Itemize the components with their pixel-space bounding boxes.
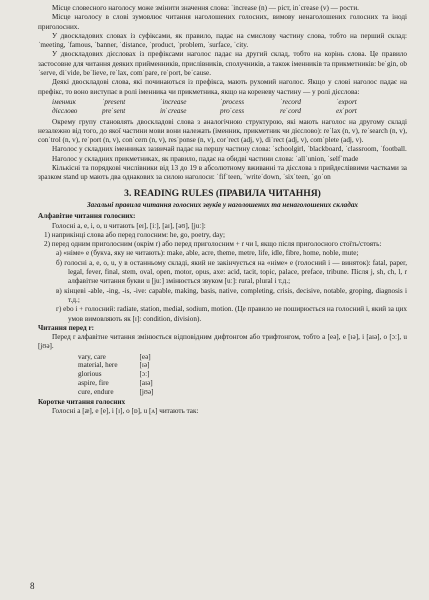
stress-row-label: іменник: [52, 97, 76, 106]
rule-subitem: в) кінцевi -able, -ing, -is, -ive: capable, making, basis, native, completing, crisis, decisive, notable, groping, diagnosis і т.д.;: [56, 286, 407, 304]
example-word: cure, endure: [78, 387, 114, 396]
example-word: material, here: [78, 361, 118, 370]
stress-row-label: дієслово: [52, 107, 78, 116]
stress-word: preˈsent: [102, 107, 126, 116]
paragraph: Наголос у складних прикметниках, як правило, падає на обидві частини слова: ˈallˈunion, ˈselfˈmade: [52, 154, 359, 163]
example-ipa: [aɪə]: [139, 379, 153, 388]
paragraph: Деякі двоскладові слова, які починаються із префікса, мають рухомий наголос. Якщо у слові наголос падає на префікс, то воно виступає в ролі іменника чи прикметника, якщо на кореневу частину — у ролі дієслова:: [38, 78, 407, 96]
example-ipa: [ɪə]: [139, 361, 150, 370]
short-intro: Голосні a [æ], e [e], i [ɪ], o [ɒ], u [ʌ] читають так:: [52, 406, 199, 415]
stress-word: ˈexport: [336, 97, 357, 106]
alphabet-intro: Голосні a, e, i, o, u читають [eɪ], [iː], [aɪ], [əʊ], [juː]:: [52, 221, 206, 230]
stress-word: proˈcess: [220, 107, 245, 116]
rule-subitem: г) ebo i + голосний: radiate, station, medial, sodium, motion. (Це правило не поширюється на голосний i, який за цих умов вимовляють як [ɪ]: condition, division).: [56, 305, 407, 323]
stress-word: exˈport: [336, 107, 357, 116]
stress-word: inˈcrease: [160, 107, 187, 116]
example-word: glorious: [78, 370, 102, 379]
rule-item: 1) наприкінці слова або перед голосним: he, go, poetry, day;: [44, 230, 225, 239]
table-row: [78, 370, 175, 379]
table-row: [78, 388, 175, 397]
table-row: [78, 353, 175, 362]
example-ipa: [eə]: [139, 352, 151, 361]
section-subtitle: Загальні правила читання голосних звуків у наголошених та ненаголошених складах: [86, 200, 359, 209]
table-row: [78, 361, 175, 370]
paragraph: Місце словесного наголосу може змінити значення слова: ˈincrease (n) — ріст, inˈcrease (v) — рости.: [52, 4, 359, 12]
short-heading: Коротке читання голосних: [38, 397, 126, 406]
table-row: [78, 379, 175, 388]
paragraph: Наголос у складних іменниках зазвичай падає на першу частину слова: ˈschoolgirl, ˈblackboard, ˈclassroom, ˈfootball.: [52, 145, 407, 154]
page-number: 8: [30, 581, 35, 591]
stress-table: [52, 98, 407, 117]
stress-word: ˈprocess: [220, 97, 245, 106]
r-heading: Читання перед r:: [38, 323, 95, 332]
paragraph: Місце наголосу в слові зумовлює читання наголошених голосних, вимову ненаголошених голосних та іноді приголосних.: [38, 13, 407, 31]
paragraph: У двоскладових дієсловах із префіксами наголос падає на другий склад, тобто на корінь слова. Це правило застосовне для читання деяких прийменників, прислівників, сполучників, а також іменників та прикметників: beˈgin, obˈserve, diˈvide, beˈlieve, reˈlax, comˈpare, reˈport, beˈcause.: [38, 50, 408, 78]
rule-subitem: б) голосні a, e, o, u, y в останньому складі, який не закінчується на «німе» e (голосний i — виняток): fatal, paper, legal, fever, final, stem, oval, open, motor, opus, axe: acid, tacit, topic, palace, preface, tribune. Після j, sh, ch, l, r алфавітне читання букви u [juː] змінюється звуком [uː]: rural, plural і т.д.;: [56, 258, 407, 286]
rule-item: 2) перед одним приголосним (окрім r) або перед приголосним + r чи l, якщо після приголосного стоїть/стоять:: [44, 240, 382, 249]
rule-subitem: а) «німе» e (букva, яку не читають): make, able, acre, theme, metre, life, idle, fibre, home, noble, mute;: [56, 249, 359, 258]
paragraph: Кількісні та порядкові числівники від 13 до 19 в абсолютному вживанні та дієслова з прийдесліввими частками за зразком stand up мають два однакових за силою наголоси: ˈfifˈteen, ˈwriteˈdown, ˈsixˈteen, ˈgoˈon: [38, 164, 407, 182]
example-ipa: [jʊə]: [139, 387, 154, 396]
paragraph: Окрему групу становлять двоскладові слова з аналогічною структурою, які мають наголос на другому складі незалежно від того, до якої частини мови вони належать (іменник, прикметник чи дієслово): reˈlax (n, v), reˈsearch (n, v), conˈtrol (n, v), reˈport (n, v), conˈcern (n, v), resˈponse (n, v), corˈrect (adj, v), diˈrect (adj, v), comˈplete (adj, v).: [38, 117, 407, 145]
alphabet-heading: Алфавітне читання голосних:: [38, 212, 136, 221]
stress-word: ˈpresent: [102, 97, 126, 106]
examples-table: [78, 353, 175, 397]
example-word: aspire, fire: [78, 379, 109, 388]
stress-word: ˈrecord: [280, 97, 302, 106]
section-title: 3. READING RULES (ПРАВИЛА ЧИТАННЯ): [124, 187, 321, 199]
r-intro: Перед r алфавітне читання змінюється відповідним дифтонгом або трифтонгом, тобто a [eə], e [ɪə], i [aɪə], o [ɔː], u [jʊə].: [38, 333, 407, 351]
example-word: vary, care: [78, 352, 106, 361]
stress-word: ˈincrease: [160, 97, 187, 106]
example-ipa: [ɔː]: [139, 370, 150, 379]
paragraph: У двоскладових словах із суфіксами, як правило, падає на смислову частину слова, тобто на перший склад: ˈmeeting, ˈfamous, ˈbanner, ˈdistance, ˈproduct, ˈproblem, ˈsurface, ˈcity.: [38, 31, 407, 50]
stress-word: reˈcord: [280, 107, 302, 116]
